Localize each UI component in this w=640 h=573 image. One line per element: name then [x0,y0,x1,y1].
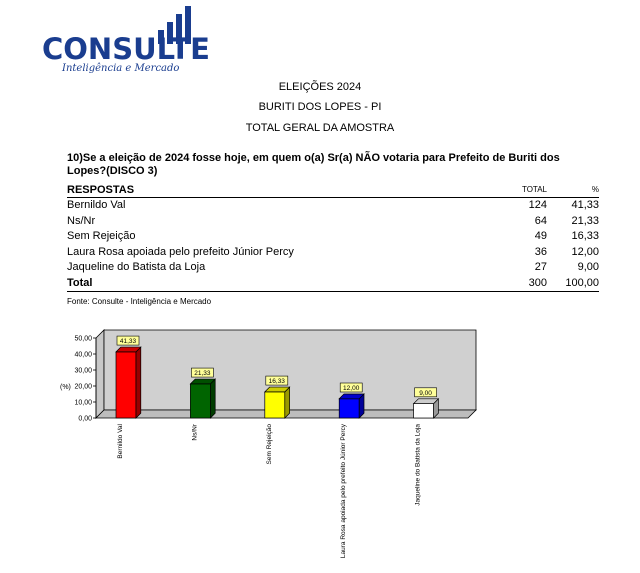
chart-side-wall [96,330,104,418]
row-pct: 41,33 [571,199,599,211]
bar-5 [414,399,439,418]
bar-3 [265,387,290,418]
table-row [67,229,599,245]
logo-wordmark: CONSULTE [42,32,210,66]
y-tick-label: 30,00 [74,367,92,375]
row-label: Jaqueline do Batista da Loja [67,261,206,273]
header-sample: TOTAL GERAL DA AMOSTRA [245,122,395,134]
x-tick-label: Ns/Nr [191,424,199,441]
data-label: 12,00 [343,385,360,392]
x-tick-label: Sem Rejeição [265,424,273,465]
row-pct: 12,00 [571,245,599,258]
table-header [67,183,599,198]
table-row [67,245,599,261]
results-table [67,183,599,292]
bar-chart [50,322,490,572]
bar-front [414,404,434,418]
col-total-header: TOTAL [521,185,547,194]
x-tick-label: Laura Rosa apoiada pelo prefeito Júnior Percy [340,424,348,559]
bar-top [116,347,141,352]
bar-top [265,387,290,392]
bar-front [265,392,285,418]
source-note: Fonte: Consulte - Inteligência e Mercado [67,297,212,306]
bar-side [210,379,215,418]
y-tick-label: 50,00 [74,335,92,343]
table-total-row [67,276,599,293]
y-tick-label: 10,00 [74,399,92,407]
row-total: 124 [528,199,547,211]
row-label: Bernildo Val [67,199,126,211]
x-tick-label: Jaqueline do Batista da Loja [414,424,422,506]
header-city: BURITI DOS LOPES - PI [258,101,382,113]
bar-top [414,399,439,404]
y-tick-label: 0,00 [78,415,92,423]
total-pct: 100,00 [565,276,599,289]
row-pct: 16,33 [571,230,599,242]
row-total: 27 [534,261,547,273]
bar-1 [116,347,141,418]
row-label: Ns/Nr [67,214,96,227]
data-label: 41,33 [119,338,137,346]
data-label: 9,00 [419,389,432,397]
x-tick-label: Bernildo Val [117,424,124,459]
chart-back-wall [104,330,476,410]
row-label: Laura Rosa apoiada pelo prefeito Júnior Percy [67,245,294,258]
data-label: 21,33 [194,370,211,378]
row-total: 36 [534,245,547,258]
y-tick-label: 20,00 [74,383,92,391]
bar-side [136,347,141,418]
y-axis-label: (%) [60,384,71,391]
bar-front [190,384,210,418]
data-label: 16,33 [268,378,285,386]
row-total: 49 [534,230,547,242]
logo-tagline: Inteligência e Mercado [62,63,180,74]
bar-side [285,387,290,418]
bar-2 [190,379,215,418]
table-row [67,198,599,214]
bar-top [190,379,215,384]
col-pct-header: % [591,185,599,194]
row-total: 64 [534,214,547,227]
question-text: 10)Se a eleição de 2024 fosse hoje, em quem o(a) Sr(a) NÃO votaria para Prefeito de Buriti dos Lopes?(DISCO 3) [67,152,560,177]
bar-top [339,394,364,399]
y-tick-label: 40,00 [74,351,92,359]
col-answer-header: RESPOSTAS [67,184,135,196]
bar-4 [339,394,364,418]
table-row [67,260,599,276]
bar-front [116,352,136,418]
row-label: Sem Rejeição [67,230,136,242]
total-count: 300 [528,276,547,289]
table-row [67,214,599,230]
total-label: Total [67,276,93,289]
row-pct: 21,33 [571,214,599,227]
company-logo [40,4,210,74]
bar-front [339,399,359,418]
header-election: ELEIÇÕES 2024 [278,81,362,93]
row-pct: 9,00 [577,261,599,273]
